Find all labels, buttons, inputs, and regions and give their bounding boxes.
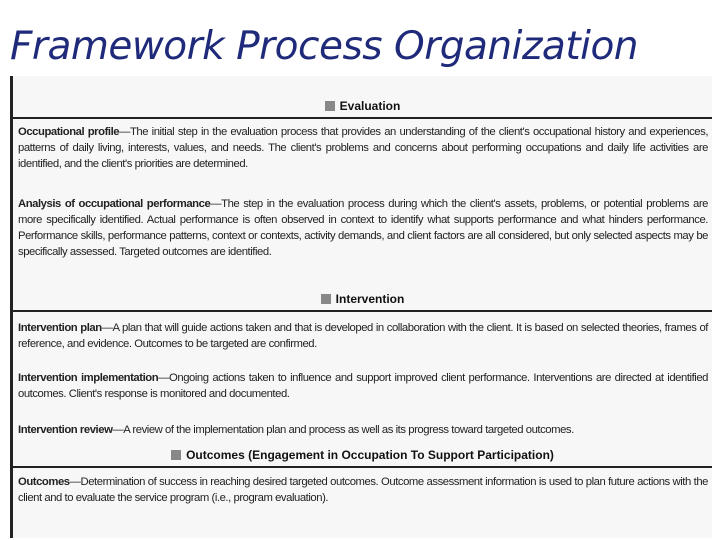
entry-intervention-implementation: [18, 370, 708, 402]
square-icon: [171, 450, 181, 460]
section-rule: [13, 117, 712, 119]
entry-outcomes: [18, 474, 708, 506]
entry-occupational-profile: [18, 124, 708, 172]
entry-intervention-plan: [18, 320, 708, 352]
section-header-outcomes: [13, 448, 712, 462]
entry-term: Intervention review: [18, 424, 113, 436]
entry-term: Occupational profile: [18, 126, 120, 138]
entry-term: Outcomes: [18, 476, 70, 488]
entry-term: Analysis of occupational performance: [18, 198, 211, 210]
section-rule: [13, 310, 712, 312]
entry-definition: —Determination of success in reaching desired targeted outcomes. Outcome assessment information is used to plan future actions with the client and to evaluate the service program (i.e., program evaluation).: [18, 476, 708, 504]
entry-definition: —A plan that will guide actions taken and that is developed in collaboration with the client. It is based on selected theories, frames of reference, and evidence. Outcomes to be targeted are confirmed.: [18, 322, 708, 350]
process-table: [10, 76, 712, 538]
slide-title: Framework Process Organization: [10, 24, 639, 69]
section-rule: [13, 466, 712, 468]
entry-intervention-review: [18, 422, 708, 438]
entry-definition: —The initial step in the evaluation process that provides an understanding of the client's occupational history and experiences, patterns of daily living, interests, values, and needs. The client's problems and concerns about performing occupations and daily life activities are identified, and the client's priorities are determined.: [18, 126, 709, 170]
entry-analysis-of-occupational-performance: [18, 196, 708, 260]
entry-term: Intervention plan: [18, 322, 102, 334]
square-icon: [321, 294, 331, 304]
section-label: Outcomes (Engagement in Occupation To Support Participation): [186, 448, 554, 462]
section-label: Intervention: [335, 292, 405, 306]
entry-definition: —A review of the implementation plan and process as well as its progress toward targeted outcomes.: [112, 424, 574, 436]
entry-definition: —Ongoing actions taken to influence and support improved client performance. Interventions are directed at identified outcomes. Client's response is monitored and documented.: [18, 372, 708, 400]
section-header-intervention: [13, 292, 712, 306]
section-header-evaluation: [13, 99, 712, 113]
section-label: Evaluation: [339, 99, 401, 113]
entry-definition: —The step in the evaluation process during which the client's assets, problems, or potential problems are more specifically identified. Actual performance is often observed in context to identify what supports performance and what hinders performance. Performance skills, performance patterns, context or contexts, activity demands, and client factors are all considered, but only selected aspects may be specifically assessed. Targeted outcomes are identified.: [18, 198, 708, 258]
entry-term: Intervention implementation: [18, 372, 159, 384]
table-left-border: [10, 76, 13, 538]
square-icon: [325, 101, 335, 111]
